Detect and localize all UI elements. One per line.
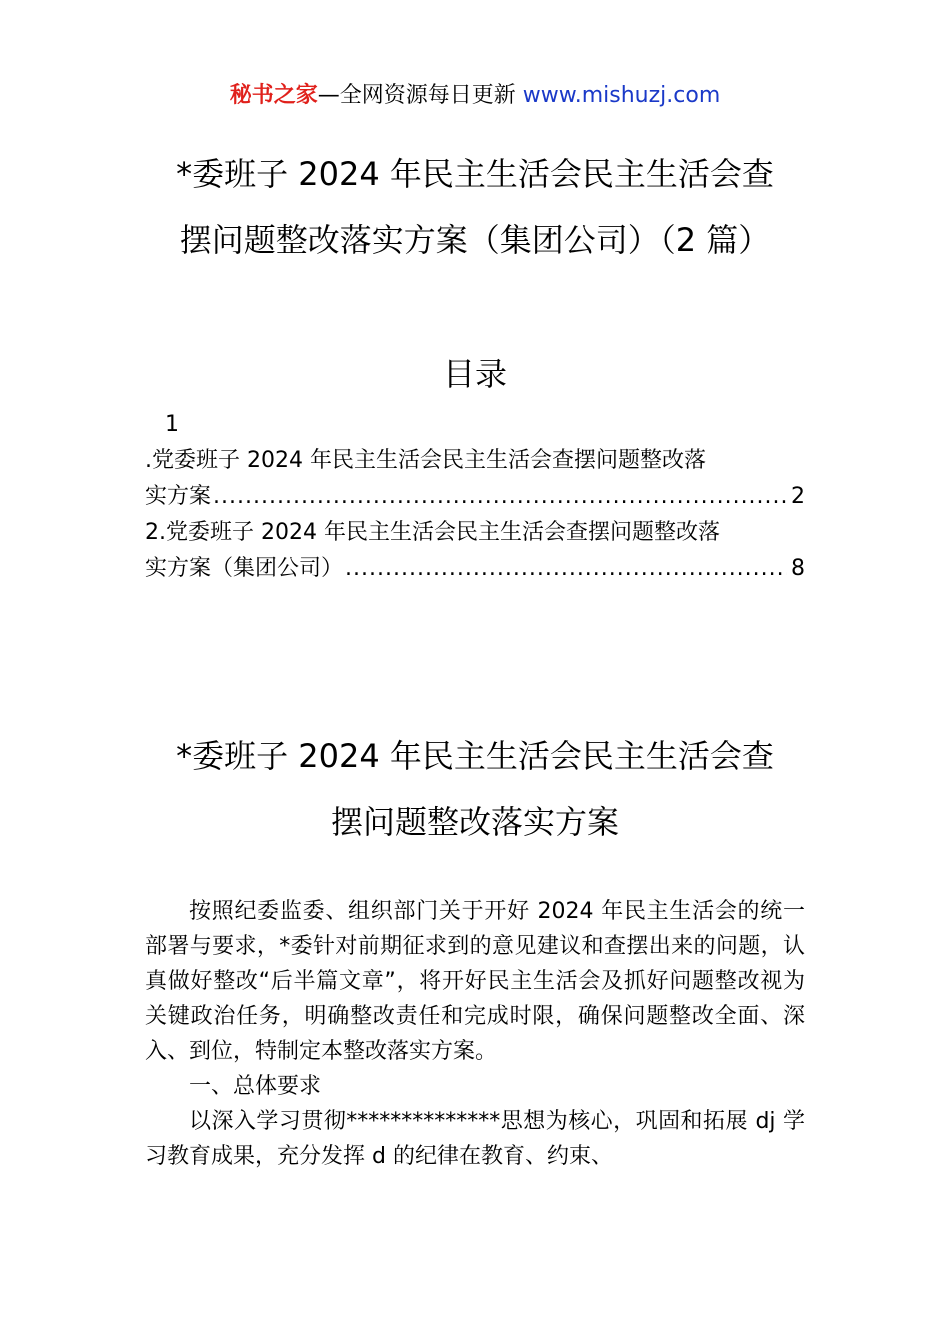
article-title bbox=[145, 733, 805, 845]
table-of-contents bbox=[145, 407, 805, 587]
dot-leader bbox=[345, 551, 787, 587]
cover-title-line2: 摆问题整改落实方案（集团公司）（2 篇） bbox=[179, 221, 771, 259]
toc-entry-title-line1: .党委班子 2024 年民主生活会民主生活会查摆问题整改落 bbox=[145, 448, 706, 473]
toc-entry-title-line2: 实方案（集团公司） bbox=[145, 556, 344, 581]
toc-entry-1[interactable] bbox=[145, 407, 805, 515]
toc-entry-page: 2 bbox=[791, 484, 805, 509]
toc-entry-2[interactable] bbox=[145, 515, 805, 587]
body-paragraph: 以深入学习贯彻**************思想为核心，巩固和拓展 dj 学习教育成果，充分发挥 d 的纪律在教育、约束、 bbox=[145, 1109, 805, 1169]
brand-name: 秘书之家 bbox=[229, 83, 318, 108]
article-body bbox=[145, 894, 805, 1174]
toc-entry-title-line2: 实方案 bbox=[145, 484, 212, 509]
toc-entry-number: 1 bbox=[165, 412, 179, 437]
cover-title-line1: *委班子 2024 年民主生活会民主生活会查 bbox=[176, 155, 774, 193]
site-header bbox=[0, 80, 950, 112]
dot-leader bbox=[213, 479, 787, 515]
article-title-line2: 摆问题整改落实方案 bbox=[330, 803, 619, 841]
site-url-link[interactable]: www.mishuzj.com bbox=[522, 83, 721, 108]
toc-entry-title-line1: 2.党委班子 2024 年民主生活会民主生活会查摆问题整改落 bbox=[145, 520, 720, 545]
cover-title bbox=[145, 151, 805, 263]
section-heading: 一、总体要求 bbox=[189, 1074, 322, 1099]
toc-entry-page: 8 bbox=[791, 556, 805, 581]
toc-heading: 目录 bbox=[442, 355, 507, 393]
body-paragraph: 按照纪委监委、组织部门关于开好 2024 年民主生活会的统一部署与要求，*委针对前期征求到的意见建议和查摆出来的问题，认真做好整改“后半篇文章”，将开好民主生活会及抓好问题整改视为关键政治任务，明确整改责任和完成时限，确保问题整改全面、深入、到位，特制定本整改落实方案。 bbox=[145, 899, 805, 1064]
article-title-line1: *委班子 2024 年民主生活会民主生活会查 bbox=[176, 737, 774, 775]
header-slogan: —全网资源每日更新 bbox=[317, 83, 523, 108]
